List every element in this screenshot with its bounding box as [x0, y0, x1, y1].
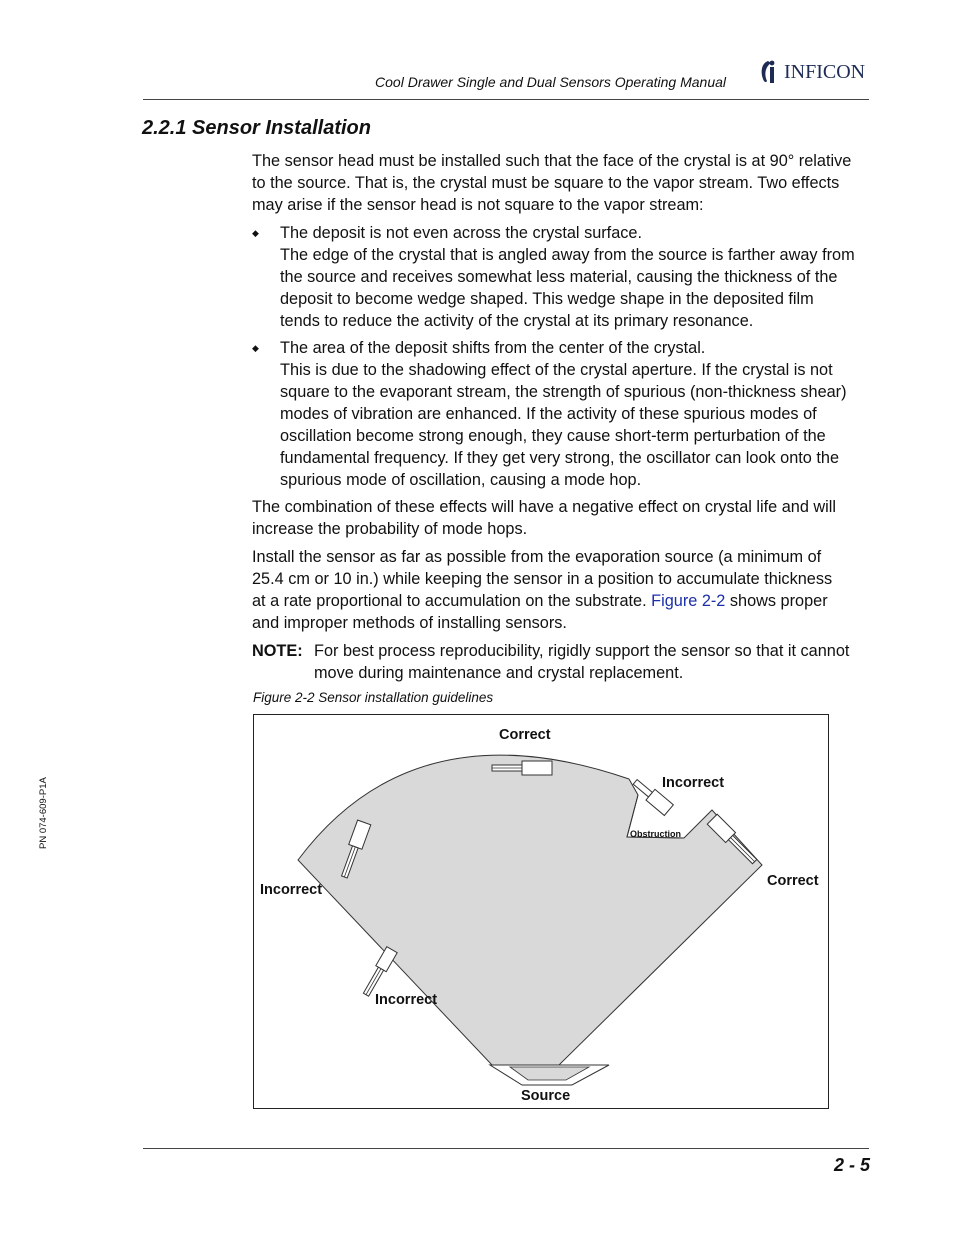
manual-title: Cool Drawer Single and Dual Sensors Operating Manual: [375, 74, 726, 90]
note-line: For best process reproducibility, rigidly support the sensor so that it cannot: [314, 642, 850, 660]
install-paragraph: [252, 546, 868, 634]
bullet-line: the source and receives somewhat less material, causing the thickness of the: [280, 268, 838, 286]
header-rule: [143, 99, 869, 100]
inficon-logo-mark-icon: [759, 59, 781, 85]
label-incorrect-bottom-left: Incorrect: [375, 992, 438, 1008]
bullet-line: modes of vibration are enhanced. If the activity of these spurious modes of: [280, 405, 817, 423]
figure-caption: Figure 2-2 Sensor installation guidelines: [253, 690, 494, 705]
intro-line: may arise if the sensor head is not square to the vapor stream:: [252, 196, 704, 214]
section-title: 2.2.1 Sensor Installation: [142, 117, 371, 139]
sensor-diagram: [254, 715, 830, 1110]
intro-line: The sensor head must be installed such that the face of the crystal is at 90° relative: [252, 152, 852, 170]
bullet-line: spurious mode of oscillation, causing a mode hop.: [280, 471, 642, 489]
install-line: and improper methods of installing sensors.: [252, 614, 567, 632]
intro-paragraph: [252, 150, 868, 216]
figure-2-2-link[interactable]: Figure 2-2: [651, 592, 726, 610]
combination-paragraph: [252, 496, 868, 540]
install-line-text: at a rate proportional to accumulation on the substrate.: [252, 592, 652, 610]
logo-text: INFICON: [784, 60, 866, 83]
bullet-diamond-icon: ◆: [252, 343, 259, 353]
footer-rule: [143, 1148, 869, 1149]
page-number: 2 - 5: [833, 1155, 870, 1175]
install-line-after-link: shows proper: [725, 592, 828, 610]
bullet-line: square to the evaporant stream, the strength of spurious (non-thickness shear): [280, 383, 847, 401]
sensor-installation-figure: [253, 714, 829, 1109]
bullet-line: tends to reduce the activity of the crystal at its primary resonance.: [280, 312, 754, 330]
label-obstruction: Obstruction: [630, 829, 681, 839]
combination-line: The combination of these effects will have a negative effect on crystal life and will: [252, 498, 837, 516]
bullet-diamond-icon: ◆: [252, 228, 259, 238]
bullet-line: The edge of the crystal that is angled away from the source is farther away from: [280, 246, 855, 264]
bullet-line: fundamental frequency. If they get very strong, the oscillator can look onto the: [280, 449, 840, 467]
bullet-line: oscillation become strong enough, they cause short-term perturbation of the: [280, 427, 826, 445]
label-incorrect-left: Incorrect: [260, 882, 323, 898]
sensor-incorrect-bottom-left-icon: [361, 947, 397, 998]
combination-line: increase the probability of mode hops.: [252, 520, 528, 538]
bullet-line: deposit to become wedge shaped. This wedge shape in the deposited film: [280, 290, 814, 308]
part-number: PN 074-609-P1A: [38, 777, 49, 849]
label-correct-right: Correct: [767, 873, 819, 889]
install-line-with-link: [252, 590, 868, 612]
install-line: 25.4 cm or 10 in.) while keeping the sensor in a position to accumulate thickness: [252, 570, 833, 588]
bullet-line: The deposit is not even across the crystal surface.: [280, 224, 642, 242]
label-incorrect-top-right: Incorrect: [662, 775, 725, 791]
inficon-logo: [759, 58, 865, 86]
bullet-line: This is due to the shadowing effect of the crystal aperture. If the crystal is not: [280, 361, 833, 379]
intro-line: to the source. That is, the crystal must be square to the vapor stream. Two effects: [252, 174, 840, 192]
note-label: NOTE:: [252, 642, 303, 660]
label-source: Source: [521, 1088, 571, 1104]
vapor-cone: [298, 755, 762, 1072]
note-line: move during maintenance and crystal replacement.: [314, 664, 684, 682]
label-correct-top: Correct: [499, 727, 551, 743]
bullet-line: The area of the deposit shifts from the center of the crystal.: [280, 339, 706, 357]
install-line: Install the sensor as far as possible from the evaporation source (a minimum of: [252, 548, 822, 566]
